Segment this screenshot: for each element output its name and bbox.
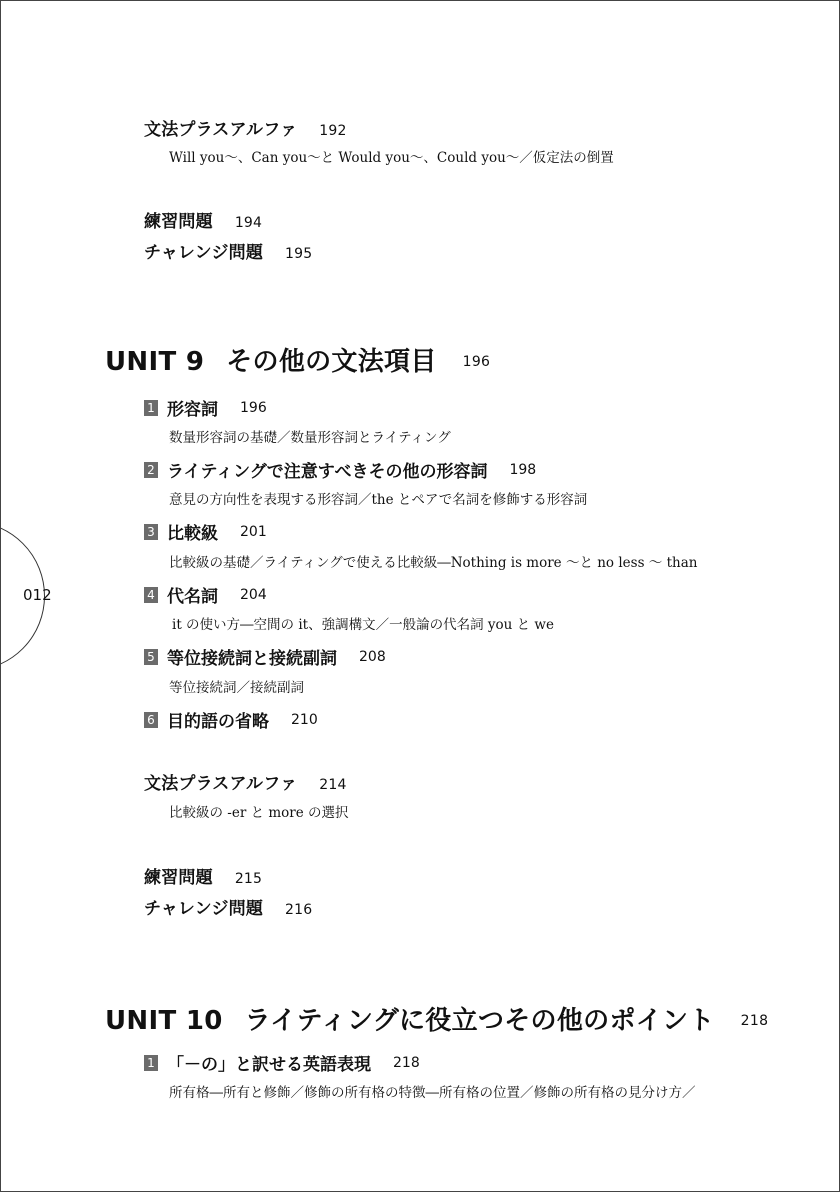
section-title: 「－の」と訳せる英語表現	[167, 1055, 371, 1075]
unit-number: UNIT 9	[105, 347, 205, 377]
section-entry	[144, 644, 386, 669]
section-description: 比較級の基礎／ライティングで使える比較級―Nothing is more ～と no less ～ than	[169, 555, 698, 571]
unit-heading	[105, 1000, 768, 1037]
toc-entry-description: Will you～、Can you～と Would you～、Could you～／仮定法の倒置	[169, 150, 614, 166]
entry-page: 194	[234, 215, 263, 231]
section-page: 196	[240, 399, 267, 416]
toc-entry-description: 比較級の -er と more の選択	[169, 805, 349, 821]
section-entry	[144, 395, 267, 420]
entry-label: 練習問題	[144, 212, 213, 232]
unit-number: UNIT 10	[105, 1006, 223, 1036]
section-number-badge: 4	[144, 587, 158, 603]
entry-page: 214	[319, 777, 347, 793]
unit-title: ライティングに役立つその他のポイント	[244, 1006, 715, 1036]
toc-entry-challenge	[144, 238, 312, 263]
unit-title: その他の文法項目	[226, 347, 437, 377]
section-title: 等位接続詞と接続副詞	[167, 649, 337, 669]
section-description: 数量形容詞の基礎／数量形容詞とライティング	[169, 430, 451, 446]
entry-label: チャレンジ問題	[144, 243, 264, 263]
section-description: 等位接続詞／接続副詞	[169, 680, 304, 696]
section-entry	[144, 457, 536, 482]
section-page: 210	[291, 711, 318, 728]
entry-label: 練習問題	[144, 868, 213, 888]
toc-entry-exercises	[144, 863, 262, 888]
section-number-badge: 2	[144, 462, 158, 478]
section-page: 208	[359, 648, 386, 665]
toc-entry-exercises	[144, 207, 262, 232]
section-entry	[144, 519, 267, 544]
section-number-badge: 1	[144, 400, 158, 416]
section-page: 201	[240, 523, 267, 540]
page-number: 012	[23, 586, 52, 604]
section-description: it の使い方―空間の it、強調構文／一般論の代名詞 you と we	[172, 617, 554, 633]
unit-page: 218	[740, 1013, 769, 1029]
unit-heading	[105, 341, 490, 378]
section-page: 218	[393, 1054, 420, 1071]
section-entry	[144, 582, 267, 607]
entry-page: 192	[319, 123, 347, 139]
section-entry	[144, 707, 318, 732]
toc-entry-challenge	[144, 894, 312, 919]
toc-entry-grammar-plus	[144, 115, 347, 140]
entry-label: チャレンジ問題	[144, 899, 264, 919]
entry-label: 文法プラスアルファ	[144, 120, 298, 140]
toc-entry-grammar-plus	[144, 769, 347, 794]
section-number-badge: 1	[144, 1055, 158, 1071]
entry-page: 195	[285, 246, 313, 262]
section-entry	[144, 1050, 420, 1075]
section-number-badge: 6	[144, 712, 158, 728]
unit-page: 196	[462, 354, 491, 370]
section-description: 意見の方向性を表現する形容詞／the とペアで名詞を修飾する形容詞	[169, 492, 588, 508]
section-title: 目的語の省略	[167, 712, 269, 732]
entry-page: 215	[234, 871, 263, 887]
entry-page: 216	[285, 902, 313, 918]
section-page: 204	[240, 586, 267, 603]
section-title: 代名詞	[167, 587, 218, 607]
section-page: 198	[509, 461, 537, 478]
section-title: ライティングで注意すべきその他の形容詞	[167, 462, 488, 482]
section-title: 比較級	[167, 524, 218, 544]
entry-label: 文法プラスアルファ	[144, 774, 298, 794]
section-number-badge: 5	[144, 649, 158, 665]
section-title: 形容詞	[167, 400, 218, 420]
section-description: 所有格―所有と修飾／修飾の所有格の特徴―所有格の位置／修飾の所有格の見分け方／	[169, 1085, 696, 1101]
section-number-badge: 3	[144, 524, 158, 540]
